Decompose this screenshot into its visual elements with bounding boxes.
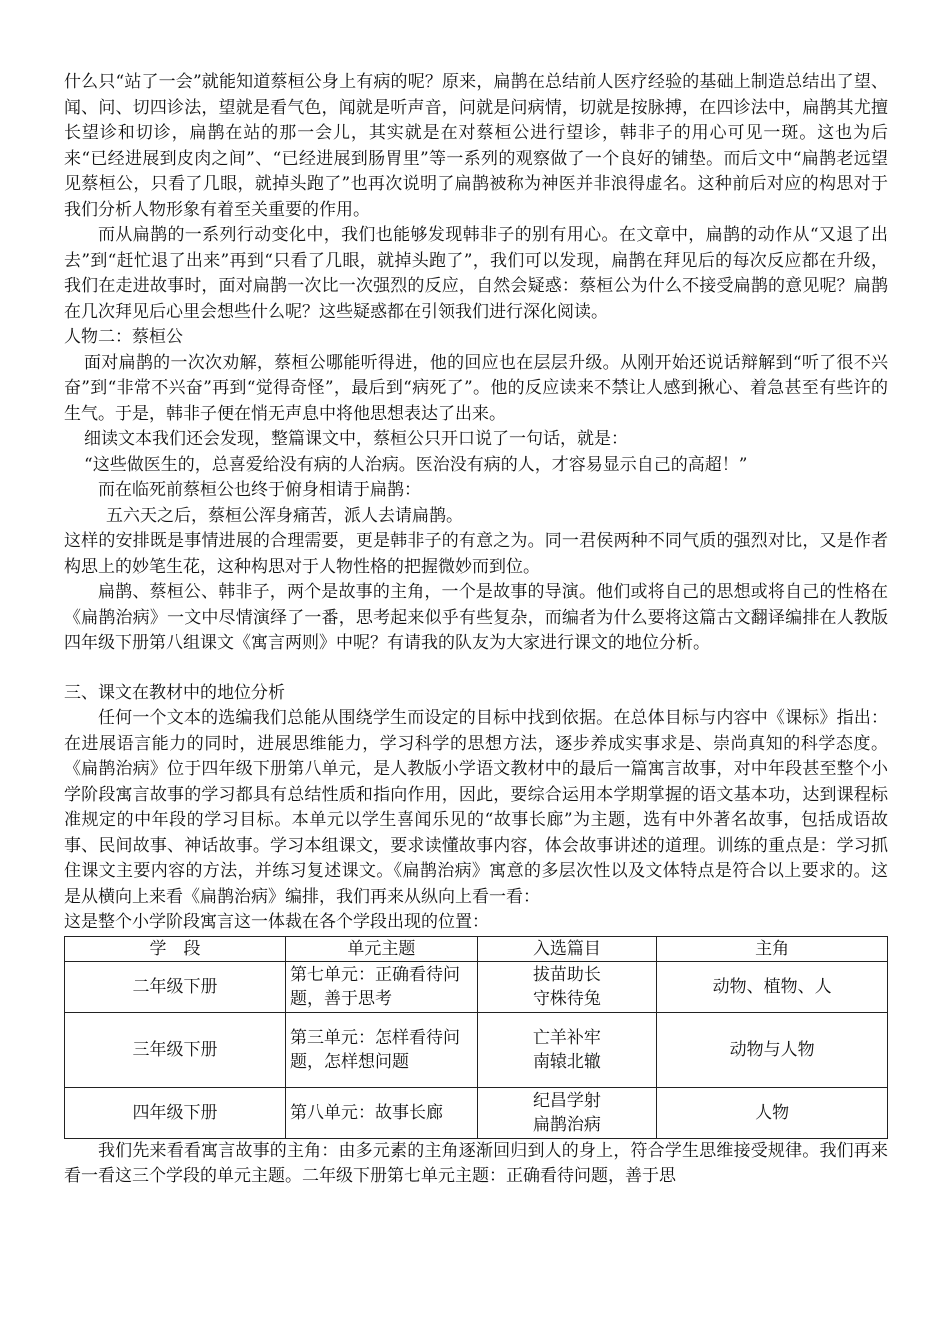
paragraph: 而从扁鹊的一系列行动变化中，我们也能够发现韩非子的别有用心。在文章中，扁鹊的动作从“又退了出去”到“赶忙退了出来”再到“只看了几眼，就掉头跑了”，我们可以发现，扁鹊在拜见后的每次反应都在升级，我们在走进故事时，面对扁鹊一次比一次强烈的反应，自然会疑惑：蔡桓公为什么不接受扁鹊的意见呢？扁鹊在几次拜见后心里会想些什么呢？这些疑惑都在引领我们进行深化阅读。 [64, 225, 888, 322]
table-cell-protagonist: 人物 [657, 1087, 888, 1138]
quote: 五六天之后，蔡桓公浑身痛苦，派人去请扁鹊。 [106, 505, 463, 526]
table-header-row [65, 936, 888, 961]
document-page [64, 70, 888, 1190]
table-cell-protagonist: 动物与人物 [657, 1012, 888, 1087]
spacer [64, 657, 888, 681]
table-cell-grade: 三年级下册 [65, 1012, 286, 1087]
paragraph: 扁鹊、蔡桓公、韩非子，两个是故事的主角，一个是故事的导演。他们或将自己的思想或将自己的性格在《扁鹊治病》一文中尽情演绎了一番，思考起来似乎有些复杂，而编者为什么要将这篇古文翻译编排在人教版四年级下册第八组课文《寓言两则》中呢？有请我的队友为大家进行课文的地位分析。 [64, 582, 888, 653]
text-title: 守株待兔 [532, 988, 601, 1009]
text-title: 亡羊补牢 [532, 1027, 601, 1048]
table-header: 学 段 [65, 936, 286, 961]
table-cell-texts [477, 1087, 656, 1138]
table-row [65, 1087, 888, 1138]
paragraph: 面对扁鹊的一次次劝解，蔡桓公哪能听得进，他的回应也在层层升级。从刚开始还说话辩解到“听了很不兴奋”到“非常不兴奋”再到“觉得奇怪”，最后到“病死了”。他的反应读来不禁让人感到揪心、着急甚至有些许的生气。于是，韩非子便在悄无声息中将他思想表达了出来。 [64, 352, 888, 424]
table-cell-texts [477, 1012, 656, 1087]
table-cell-protagonist: 动物、植物、人 [657, 961, 888, 1012]
table-header: 入选篇目 [477, 936, 656, 961]
table-cell-theme: 第八单元：故事长廊 [286, 1087, 478, 1138]
table-cell-grade: 二年级下册 [65, 961, 286, 1012]
paragraph: 细读文本我们还会发现，整篇课文中，蔡桓公只开口说了一句话，就是： [84, 429, 628, 449]
text-title: 扁鹊治病 [532, 1114, 601, 1135]
paragraph: 这样的安排既是事情进展的合理需要，更是韩非子的有意之为。同一君侯两种不同气质的强烈对比，又是作者构思上的妙笔生花，这种构思对于人物性格的把握微妙而到位。 [64, 531, 888, 577]
table-cell-theme: 第三单元：怎样看待问题，怎样想问题 [286, 1012, 478, 1087]
table-row [65, 1012, 888, 1087]
paragraph: 我们先来看看寓言故事的主角：由多元素的主角逐渐回归到人的身上，符合学生思维接受规律。我们再来看一看这三个学段的单元主题。二年级下册第七单元主题：正确看待问题，善于思 [64, 1140, 888, 1186]
section-heading: 人物二：蔡桓公 [64, 327, 183, 347]
paragraph: 什么只“站了一会”就能知道蔡桓公身上有病的呢？原来，扁鹊在总结前人医疗经验的基础上制造总结出了望、闻、问、切四诊法，望就是看气色，闻就是听声音，问就是问病情，切就是按脉搏，在四诊法中，扁鹊其尤擅长望诊和切诊，扁鹊在站的那一会儿，其实就是在对蔡桓公进行望诊，韩非子的用心可见一斑。这也为后来“已经进展到皮肉之间”、“已经进展到肠胃里”等一系列的观察做了一个良好的铺垫。而后文中“扁鹊老远望见蔡桓公，只看了几眼，就掉头跑了”也再次说明了扁鹊被称为神医并非浪得虚名。这种前后对应的构思对于我们分析人物形象有着至关重要的作用。 [64, 72, 888, 220]
table-cell-grade: 四年级下册 [65, 1087, 286, 1138]
quote: “这些做医生的，总喜爱给没有病的人治病。医治没有病的人，才容易显示自己的高超！” [84, 454, 748, 475]
paragraph: 这是整个小学阶段寓言这一体裁在各个学段出现的位置： [64, 912, 489, 932]
text-title: 纪昌学射 [532, 1090, 601, 1111]
paragraph: 而在临死前蔡桓公也终于俯身相请于扁鹊： [98, 480, 421, 500]
text-title: 拔苗助长 [532, 964, 601, 985]
table-row [65, 961, 888, 1012]
paragraph: 任何一个文本的选编我们总能从围绕学生而设定的目标中找到依据。在总体目标与内容中《课标》指出：在进展语言能力的同时，进展思维能力，学习科学的思想方法，逐步养成实事求是、崇尚真知的科学态度。《扁鹊治病》位于四年级下册第八单元，是人教版小学语文教材中的最后一篇寓言故事，对中年段甚至整个小学阶段寓言故事的学习都具有总结性质和指向作用，因此，要综合运用本学期掌握的语文基本功，达到课程标准规定的中年段的学习目标。本单元以学生喜闻乐见的“故事长廊”为主题，选有中外著名故事，包括成语故事、民间故事、神话故事。学习本组课文，要求读懂故事内容，体会故事讲述的道理。训练的重点是：学习抓住课文主要内容的方法，并练习复述课文。《扁鹊治病》寓意的多层次性以及文体特点是符合以上要求的。这是从横向上来看《扁鹊治病》编排，我们再来从纵向上看一看： [64, 708, 888, 907]
table-header: 单元主题 [286, 936, 478, 961]
text-title: 南辕北辙 [532, 1051, 601, 1072]
fable-table [64, 936, 888, 1139]
table-cell-theme: 第七单元：正确看待问题，善于思考 [286, 961, 478, 1012]
table-header: 主角 [657, 936, 888, 961]
section-heading: 三、课文在教材中的地位分析 [64, 682, 285, 703]
table-cell-texts [477, 961, 656, 1012]
